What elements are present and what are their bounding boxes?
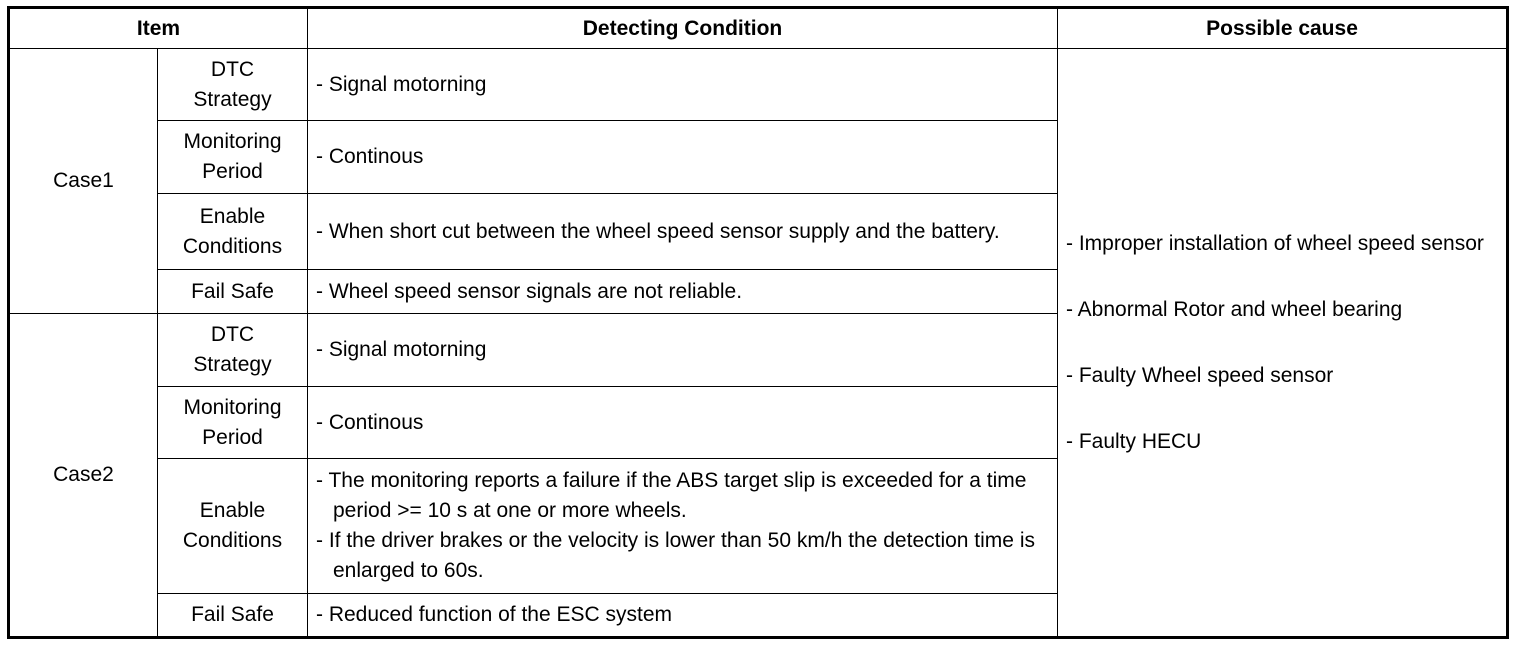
case-label: Case2: [9, 314, 158, 638]
case-label: Case1: [9, 49, 158, 314]
condition-text: - When short cut between the wheel speed sensor supply and the battery.: [308, 194, 1058, 270]
condition-text: - Reduced function of the ESC system: [308, 594, 1058, 638]
header-row: [9, 8, 1508, 49]
condition-text: - The monitoring reports a failure if the ABS target slip is exceeded for a time period >= 10 s at one or more wheels. - If the driver brakes or the velocity is lower than 50 km/h the detection time is enlarged to 60s.: [308, 459, 1058, 594]
cause-item: - Abnormal Rotor and wheel bearing: [1066, 297, 1403, 321]
item-label: Fail Safe: [158, 594, 308, 638]
item-label: Enable Conditions: [158, 459, 308, 594]
item-label: DTC Strategy: [158, 314, 308, 387]
cause-item: - Faulty HECU: [1066, 429, 1202, 453]
item-label: Monitoring Period: [158, 387, 308, 459]
condition-text: - Signal motorning: [308, 314, 1058, 387]
dtc-spec-table: [7, 6, 1509, 639]
table-row: [9, 49, 1508, 121]
item-label: DTC Strategy: [158, 49, 308, 121]
cause-item: - Improper installation of wheel speed sensor: [1066, 231, 1484, 255]
possible-cause-list: [1058, 49, 1508, 638]
cause-item: - Faulty Wheel speed sensor: [1066, 363, 1334, 387]
condition-text: - Continous: [308, 387, 1058, 459]
item-label: Enable Conditions: [158, 194, 308, 270]
condition-text: - Continous: [308, 121, 1058, 194]
item-label: Fail Safe: [158, 270, 308, 314]
item-label: Monitoring Period: [158, 121, 308, 194]
header-possible-cause: Possible cause: [1058, 8, 1508, 49]
header-item: Item: [9, 8, 308, 49]
header-detecting-condition: Detecting Condition: [308, 8, 1058, 49]
condition-text: - Signal motorning: [308, 49, 1058, 121]
condition-text: - Wheel speed sensor signals are not reliable.: [308, 270, 1058, 314]
